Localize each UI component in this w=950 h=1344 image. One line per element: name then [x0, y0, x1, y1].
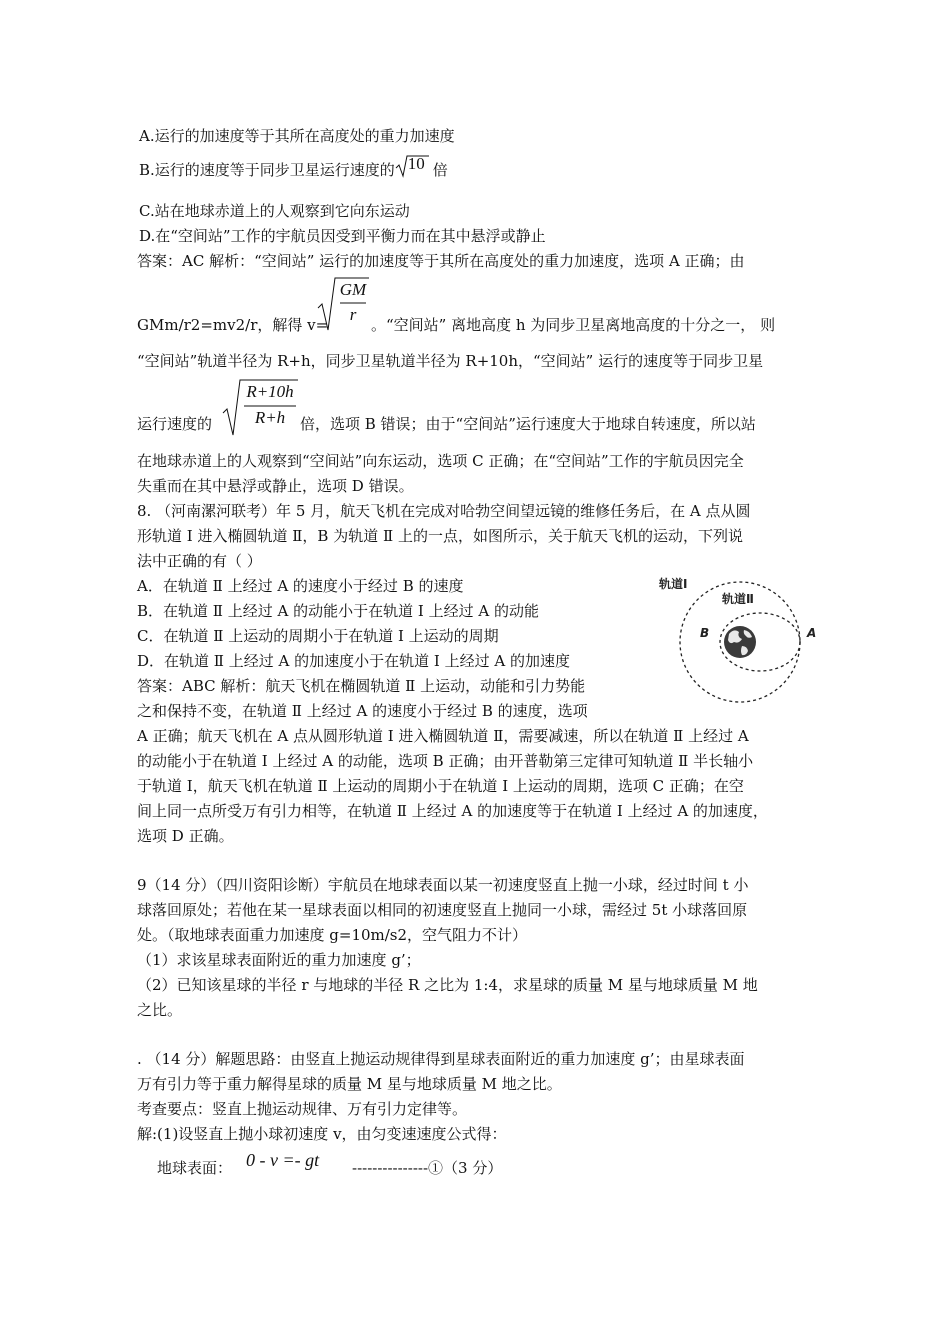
q7-answer-line-5: 在地球赤道上的人观察到“空间站”向东运动，选项 C 正确；在“空间站”工作的宇航员因完全 [137, 452, 744, 470]
q8-option-d: D．在轨道 Ⅱ 上经过 A 的加速度小于在轨道 Ⅰ 上经过 A 的加速度 [137, 652, 570, 670]
q7-option-b-text: B.运行的速度等于同步卫星运行速度的 [139, 161, 395, 179]
orbit-1-label: 轨道Ⅰ [659, 577, 688, 591]
q8-answer-line-3: A 正确；航天飞机在 A 点从圆形轨道 Ⅰ 进入椭圆轨道 Ⅱ，需要减速，所以在轨道 Ⅱ 上经过 A [137, 727, 749, 745]
q8-option-b: B．在轨道 Ⅱ 上经过 A 的动能小于在轨道 Ⅰ 上经过 A 的动能 [137, 602, 539, 620]
q9-solution-line-1: . （14 分）解题思路：由竖直上抛运动规律得到星球表面附近的重力加速度 g’；由星球表面 [137, 1050, 745, 1068]
orbit-2-label: 轨道Ⅱ [722, 592, 754, 606]
q7-option-b-suffix: 倍 [432, 161, 448, 179]
point-b-label: B [700, 626, 710, 640]
q7-option-c: C.站在地球赤道上的人观察到它向东运动 [139, 202, 410, 220]
q8-stem-line-2: 形轨道 Ⅰ 进入椭圆轨道 Ⅱ，B 为轨道 Ⅱ 上的一点，如图所示，关于航天飞机的运动，下列说 [137, 527, 743, 545]
fraction-denominator: R+h [254, 408, 286, 427]
q9-subquestion-2b: 之比。 [137, 1001, 183, 1019]
q7-answer-line-3: “空间站”轨道半径为 R+h，同步卫星轨道半径为 R+10h，“空间站” 运行的速度等于同步卫星 [137, 352, 764, 370]
q7-answer-line-1: 答案：AC 解析：“空间站” 运行的加速度等于其所在高度处的重力加速度，选项 A 正确；由 [137, 252, 745, 270]
orbit-diagram [656, 570, 826, 705]
q8-answer-line-6: 间上同一点所受万有引力相等，在轨道 Ⅱ 上经过 A 的加速度等于在轨道 Ⅰ 上经过 A 的加速度， [137, 802, 768, 820]
sqrt-ratio-radical [222, 377, 304, 437]
q7-option-a: A.运行的加速度等于其所在高度处的重力加速度 [139, 127, 455, 145]
q8-option-a: A．在轨道 Ⅱ 上经过 A 的速度小于经过 B 的速度 [137, 577, 464, 595]
q8-option-c: C．在轨道 Ⅱ 上运动的周期小于在轨道 Ⅰ 上运动的周期 [137, 627, 499, 645]
q7-answer-line-6: 失重而在其中悬浮或静止，选项 D 错误。 [137, 477, 414, 495]
q7-answer-line-2a: GMm/r2=mv2/r，解得 v= [137, 316, 329, 334]
q9-equation-1: 0 - v =- gt [246, 1150, 320, 1170]
sqrt-gm-over-r [317, 274, 377, 332]
q7-option-d: D.在“空间站”工作的宇航员因受到平衡力而在其中悬浮或静止 [139, 227, 546, 245]
q9-solution-line-4: 解:(1)设竖直上抛小球初速度 v，由匀变速速度公式得： [137, 1125, 507, 1143]
sqrt10-radical [395, 154, 429, 180]
q8-stem-line-1: 8. （河南漯河联考）年 5 月，航天飞机在完成对哈勃空间望远镜的维修任务后，在 A 点从圆 [137, 502, 751, 520]
fraction-numerator: R+10h [246, 382, 294, 401]
q8-stem-line-3: 法中正确的有（ ） [137, 552, 262, 570]
q8-answer-line-1: 答案：ABC 解析：航天飞机在椭圆轨道 Ⅱ 上运动，动能和引力势能 [137, 677, 586, 695]
fraction-numerator: GM [339, 280, 367, 299]
q7-option-b [139, 154, 448, 180]
q7-answer-line-4a: 运行速度的 [137, 415, 213, 433]
q8-answer-line-5: 于轨道 I，航天飞机在轨道 Ⅱ 上运动的周期小于在轨道 Ⅰ 上运动的周期，选项 C 正确；在空 [137, 777, 744, 795]
sqrt10-radicand: 10 [407, 154, 425, 173]
earth-icon [724, 626, 756, 658]
q9-solution-line-3: 考查要点：竖直上抛运动规律、万有引力定律等。 [137, 1100, 468, 1118]
q9-equation-1-mark: ---------------①（3 分） [352, 1159, 503, 1177]
point-a-label: A [807, 626, 817, 640]
fraction-denominator: r [349, 305, 357, 324]
q9-stem-line-2: 球落回原处；若他在某一星球表面以相同的初速度竖直上抛同一小球，需经过 5t 小球落回原 [137, 901, 748, 919]
q9-stem-line-1: 9（14 分）（四川资阳诊断）宇航员在地球表面以某一初速度竖直上抛一小球，经过时间 t 小 [137, 876, 749, 894]
q9-solution-line-5-label: 地球表面： [157, 1159, 233, 1177]
q8-answer-line-4: 的动能小于在轨道 Ⅰ 上经过 A 的动能，选项 B 正确；由开普勒第三定律可知轨道 Ⅱ 半长轴小 [137, 752, 754, 770]
q9-solution-line-2: 万有引力等于重力解得星球的质量 M 星与地球质量 M 地之比。 [137, 1075, 562, 1093]
q9-stem-line-3: 处。（取地球表面重力加速度 g=10m/s2，空气阻力不计） [137, 926, 528, 944]
q7-answer-line-2b: 。“空间站” 离地高度 h 为同步卫星离地高度的十分之一， 则 [371, 316, 776, 334]
q9-subquestion-1: （1）求该星球表面附近的重力加速度 g’； [137, 951, 421, 969]
q7-answer-line-4b: 倍，选项 B 错误；由于“空间站”运行速度大于地球自转速度，所以站 [300, 415, 756, 433]
q9-subquestion-2a: （2）已知该星球的半径 r 与地球的半径 R 之比为 1:4，求星球的质量 M 星与地球质量 M 地 [137, 976, 758, 994]
q8-answer-line-2: 之和保持不变，在轨道 Ⅱ 上经过 A 的速度小于经过 B 的速度，选项 [137, 702, 588, 720]
q8-answer-line-7: 选项 D 正确。 [137, 827, 234, 845]
